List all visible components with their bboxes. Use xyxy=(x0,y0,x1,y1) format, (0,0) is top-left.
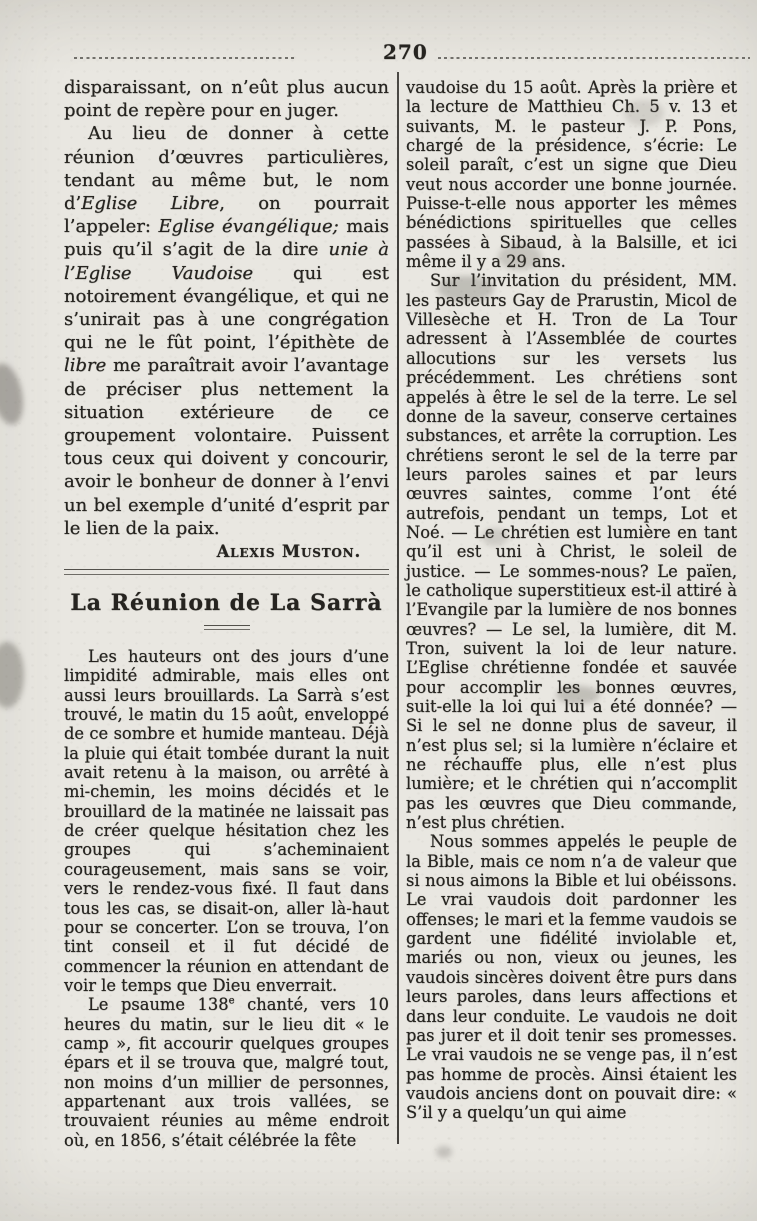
article-heading: La Réunion de La Sarrà xyxy=(70,589,383,616)
ink-smudge xyxy=(0,642,24,708)
column-divider xyxy=(397,72,399,1144)
ink-smudge xyxy=(436,1146,452,1158)
heading-divider-rule xyxy=(204,625,250,630)
article-sarra-right xyxy=(406,78,737,1123)
article-muston-end xyxy=(64,76,389,540)
right-column xyxy=(406,78,737,1123)
paragraph: Les hauteurs ont des jours d’une limpidité admirable, mais elles ont aussi leurs brouillards. La Sarrà s’est trouvé, le matin du 15 août, enveloppé de ce sombre et humide manteau. Déjà la pluie qui était tombée durant la nuit avait retenu à la maison, ou arrêté à mi-chemin, les moins décidés et le brouillard de la matinée ne laissait pas de créer quelque hésitation chez les groupes qui s’acheminaient courageusement, mais sans se voir, vers le rendez-vous fixé. Il faut dans tous les cas, se disait-on, aller là-haut pour se concerter. L’on se trouva, l’on tint conseil et il fut décidé de commencer la réunion en attendant de voir le temps que Dieu enverrait. xyxy=(64,647,389,995)
header-rule-right xyxy=(438,57,750,59)
paragraph: Au lieu de donner à cette réunion d’œuvres particulières, tendant au même but, le nom d’Eglise Libre, on pourrait l’appeler: Eglise évangélique; mais puis qu’il s’agit de la dire unie à l’Eglise Vaudoise qui est notoirement évangélique, et qui ne s’unirait pas à une congrégation qui ne le fût point, l’épithète de libre me paraîtrait avoir l’avantage de préciser plus nettement la situation extérieure de ce groupement volontaire. Puissent tous ceux qui doivent y concourir, avoir le bonheur de donner à l’envi un bel exemple d’unité d’esprit par le lien de la paix. xyxy=(64,123,390,539)
paragraph: vaudoise du 15 août. Après la prière et la lecture de Matthieu Ch. 5 v. 13 et suivants, M. le pasteur J. P. Pons, chargé de la présidence, s’écrie: Le soleil paraît, c’est un signe que Dieu veut nous accorder une bonne journée. Puisse-t-elle nous apporter les mêmes bénédictions spirituelles que celles passées à Sibaud, à la Balsille, et ici même il y a 29 ans. xyxy=(406,78,737,272)
section-divider-rule xyxy=(64,569,389,575)
paragraph: Nous sommes appelés le peuple de la Bible, mais ce nom n’a de valeur que si nous aimons la Bible et lui obéissons. Le vrai vaudois doit pardonner les offenses; le mari et la femme vaudois se gardent une fidélité inviolable et, mariés ou non, vieux ou jeunes, les vaudois sincères doivent être purs dans leurs paroles, dans leurs affections et dans leur conduite. Le vaudois ne doit pas jurer et il doit tenir ses promesses. Le vrai vaudois ne se venge pas, il n’est pas homme de procès. Ainsi étaient les vaudois anciens dont on pouvait dire: « S’il y a quelqu’un qui aime xyxy=(406,832,737,1123)
left-column xyxy=(64,76,389,1150)
paragraph: Le psaume 138e chanté, vers 10 heures du matin, sur le lieu dit « le camp », fit accourir quelques groupes épars et il se trouva que, malgré tout, non moins d’un millier de personnes, appartenant aux trois vallées, se trouvaient réunies au même endroit où, en 1856, s’était célébrée la fête xyxy=(64,995,389,1150)
paragraph: Sur l’invitation du président, MM. les pasteurs Gay de Prarustin, Micol de Villesèche et H. Tron de La Tour adressent à l’Assemblée de courtes allocutions sur les versets lus précédemment. Les chrétiens sont appelés à être le sel de la terre. Le sel donne de la saveur, conserve certaines substances, et arrête la corruption. Les chrétiens seront le sel de la terre par leurs paroles saines et par leurs œuvres saintes, comme l’ont été autrefois, pendant un temps, Lot et Noé. — Le chrétien est lumière en tant qu’il est uni à Christ, le soleil de justice. — Le sommes-nous? Le païen, le catholique superstitieux est-il attiré à l’Evangile par la lumière de nos bonnes œuvres? — Le sel, la lumière, dit M. Tron, suivent la loi de leur nature. L’Eglise chrétienne fondée et sauvée pour accomplir les bonnes œuvres, suit-elle la loi qui lui a été donnée? — Si le sel ne donne plus de saveur, il n’est plus sel; si la lumière n’éclaire et ne réchauffe plus, elle n’est plus lumière; et le chrétien qui n’accomplit pas les œuvres que Dieu commande, n’est plus chrétien. xyxy=(406,271,737,833)
paragraph: disparaissant, on n’eût plus aucun point de repère pour en juger. xyxy=(64,77,389,122)
article-sarra-left xyxy=(64,647,389,1150)
page-number: 270 xyxy=(383,40,428,64)
ink-smudge xyxy=(0,361,28,428)
article-signature: Alexis Muston. xyxy=(216,542,361,562)
header-rule-left xyxy=(74,57,296,59)
